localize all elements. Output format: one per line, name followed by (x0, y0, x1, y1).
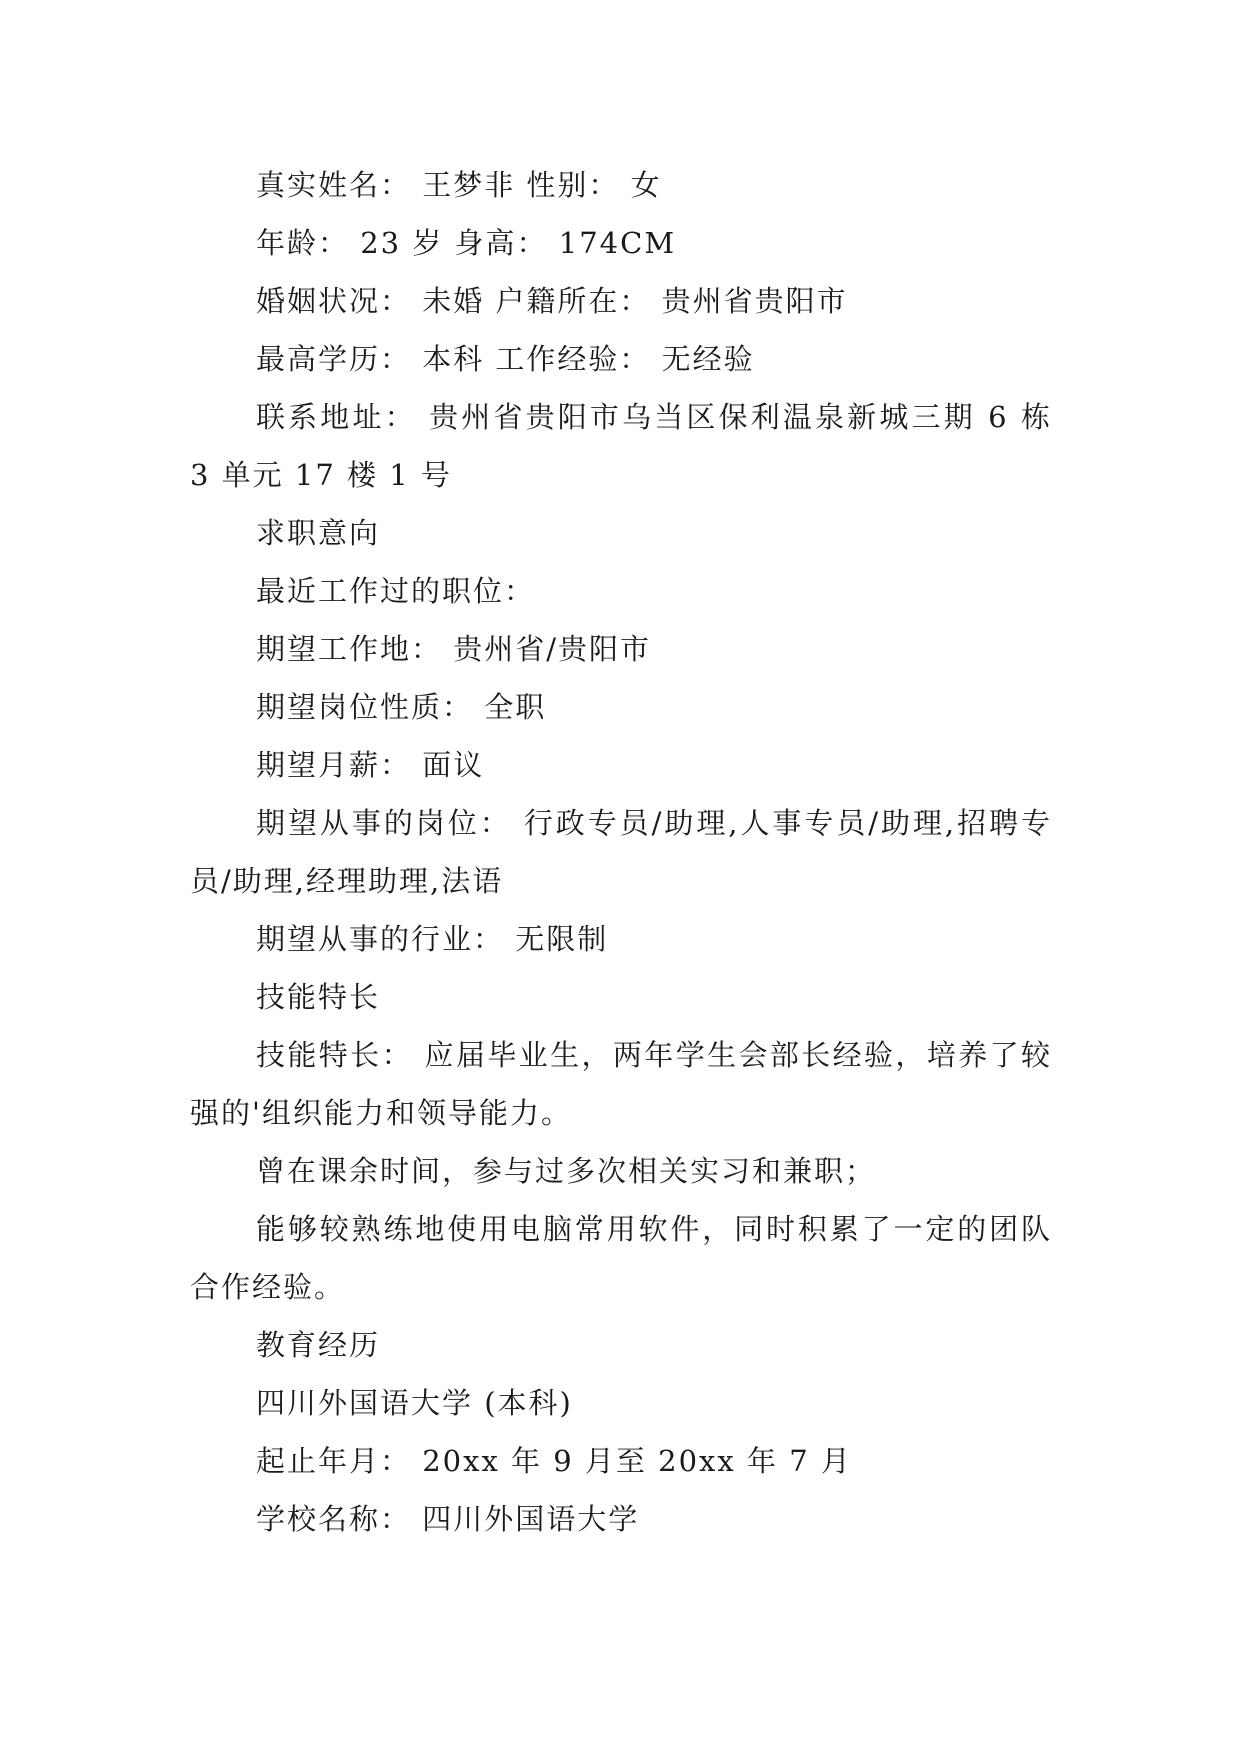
section-heading-skills: 技能特长 (256, 980, 381, 1014)
age-height-line: 年龄： 23 岁 身高： 174CM (256, 226, 677, 260)
study-period-line: 起止年月： 20xx 年 9 月至 20xx 年 7 月 (256, 1444, 852, 1478)
skills-paragraph: 技能特长： 应届毕业生，两年学生会部长经验，培养了较强的'组织能力和领导能力。 (190, 1038, 1052, 1130)
university-line: 四川外国语大学 (本科) (256, 1386, 573, 1420)
section-heading-job-intention: 求职意向 (256, 516, 381, 550)
section-heading-education: 教育经历 (256, 1328, 381, 1362)
internship-paragraph: 曾在课余时间，参与过多次相关实习和兼职； (256, 1154, 877, 1188)
expected-positions: 期望从事的岗位： 行政专员/助理,人事专员/助理,招聘专员/助理,经理助理,法语 (190, 806, 1052, 898)
school-name-line: 学校名称： 四川外国语大学 (256, 1502, 640, 1536)
expected-salary-line: 期望月薪： 面议 (256, 748, 485, 782)
expected-location-line: 期望工作地： 贵州省/贵阳市 (256, 632, 651, 666)
education-experience-line: 最高学历： 本科 工作经验： 无经验 (256, 342, 755, 376)
marital-hukou-line: 婚姻状况： 未婚 户籍所在： 贵州省贵阳市 (256, 284, 848, 318)
expected-job-type-line: 期望岗位性质： 全职 (256, 690, 547, 724)
resume-body (190, 156, 1052, 1548)
expected-industry-line: 期望从事的行业： 无限制 (256, 922, 609, 956)
computer-skills-paragraph: 能够较熟练地使用电脑常用软件，同时积累了一定的团队合作经验。 (190, 1212, 1052, 1304)
name-gender-line: 真实姓名： 王梦非 性别： 女 (256, 168, 662, 202)
recent-position-line: 最近工作过的职位： (256, 574, 536, 608)
contact-address: 联系地址： 贵州省贵阳市乌当区保利温泉新城三期 6 栋 3 单元 17 楼 1 号 (190, 400, 1052, 492)
